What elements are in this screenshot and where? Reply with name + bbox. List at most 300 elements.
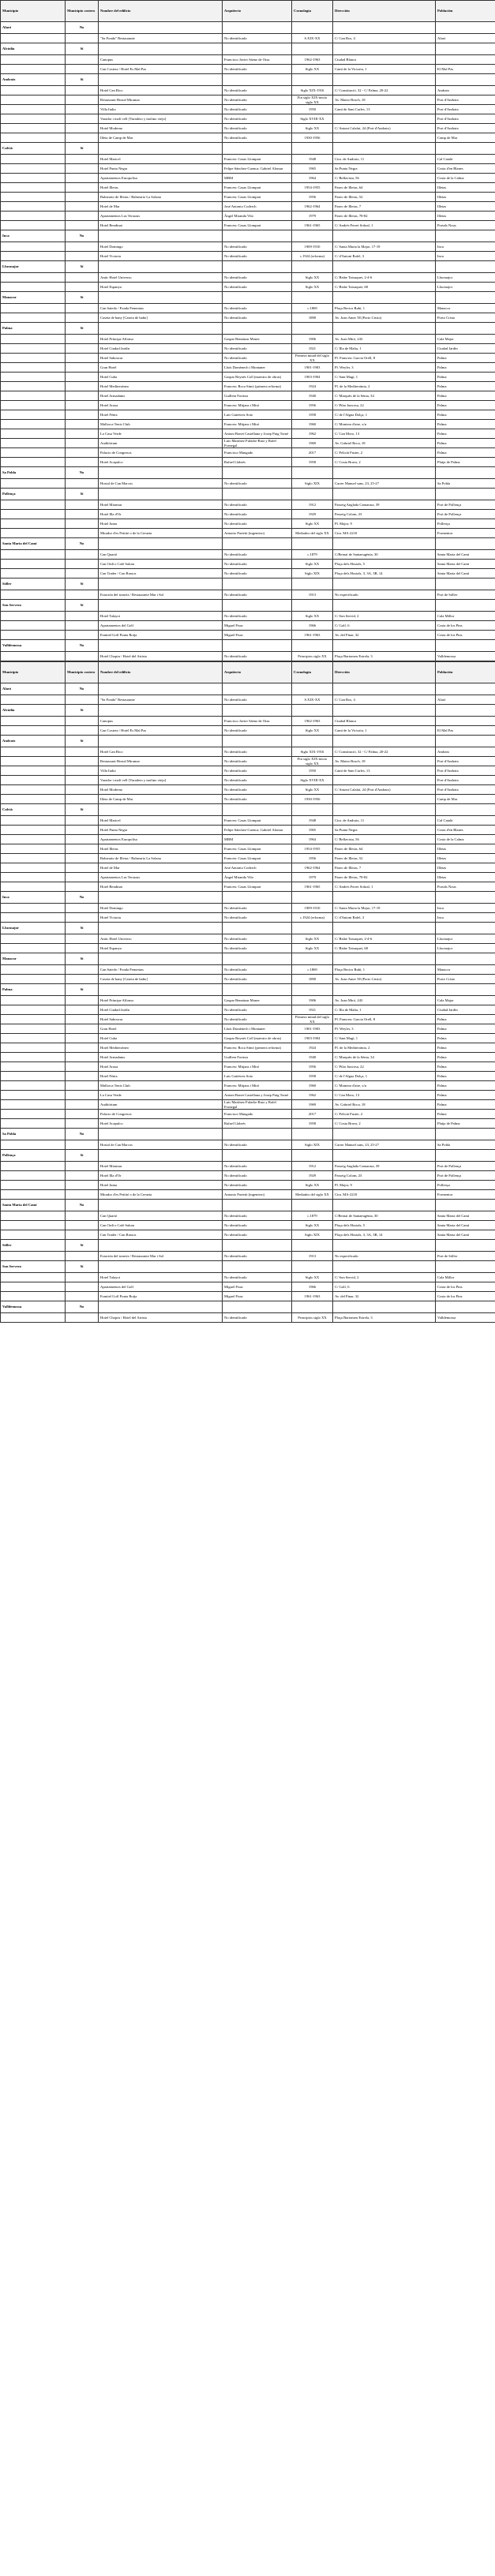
empty-cell xyxy=(436,1150,495,1162)
architect: Antonio Parietti (ingeniero) xyxy=(223,529,292,538)
empty-cell xyxy=(223,1200,292,1211)
chronology: Siglo XX xyxy=(292,283,333,292)
empty-cell xyxy=(66,304,99,313)
address: Pl. de la Mediterrània, 2 xyxy=(333,382,436,391)
building-row xyxy=(1,458,495,467)
empty-cell xyxy=(436,467,495,479)
empty-cell xyxy=(66,882,99,892)
chronology: c.1924 (reforma) xyxy=(292,252,333,261)
empty-cell xyxy=(99,1240,223,1252)
address: Sa Punta Negra xyxy=(333,164,436,174)
chronology: 1965 xyxy=(292,164,333,174)
building-row xyxy=(1,65,495,74)
empty-cell xyxy=(66,65,99,74)
architect: Antoni Bonet Castellana y Josep Puig Torné xyxy=(223,429,292,439)
chronology: 1906 xyxy=(292,335,333,344)
address: Ciudad Blanca xyxy=(333,717,436,726)
building-row xyxy=(1,273,495,283)
building-name: Hotel Can Rico xyxy=(99,86,223,95)
building-row xyxy=(1,519,495,529)
building-name: Gran Hotel xyxy=(99,1024,223,1034)
building-row xyxy=(1,1273,495,1282)
empty-cell xyxy=(292,953,333,965)
costero-value: No xyxy=(66,1200,99,1211)
building-name: Hotel Mediterráneo xyxy=(99,1043,223,1053)
empty-cell xyxy=(66,391,99,401)
municipio-row xyxy=(1,22,495,34)
empty-cell xyxy=(1,1162,66,1171)
costero-value: No xyxy=(66,1129,99,1140)
architect: No identificado xyxy=(223,904,292,913)
building-name: Hotel Fénix xyxy=(99,410,223,420)
address: Passeig Colom, 23 xyxy=(333,1171,436,1181)
architect: No identificado xyxy=(223,510,292,519)
architect: Guillem Forteza xyxy=(223,391,292,401)
architect: No identificado xyxy=(223,242,292,252)
municipio-name: Calvià xyxy=(1,804,66,816)
architect: No identificado xyxy=(223,612,292,621)
town: Palma xyxy=(436,1034,495,1043)
building-row xyxy=(1,124,495,133)
empty-cell xyxy=(1,1190,66,1200)
building-row xyxy=(1,391,495,401)
architect: No identificado xyxy=(223,133,292,143)
building-row xyxy=(1,1282,495,1292)
column-header: Dirección xyxy=(333,1,436,22)
architect: No identificado xyxy=(223,313,292,323)
address: Av. del Pinar, 32 xyxy=(333,1292,436,1301)
building-name: Hotel Armadams xyxy=(99,1053,223,1062)
municipio-row xyxy=(1,736,495,747)
column-header: Población xyxy=(436,1,495,22)
municipio-row xyxy=(1,1301,495,1313)
empty-cell xyxy=(99,74,223,86)
architect: Miguel Fisac xyxy=(223,1282,292,1292)
town: Pollença xyxy=(436,519,495,529)
chronology: 1969 xyxy=(292,439,333,448)
building-name: Balneario de Illetas / Balneario La Solana xyxy=(99,193,223,202)
empty-cell xyxy=(66,1171,99,1181)
chronology: Mediados del siglo XX xyxy=(292,529,333,538)
empty-cell xyxy=(223,1240,292,1252)
building-name: Estación del tranvía / Restaurante Mar i Sol xyxy=(99,1252,223,1261)
architect: Francisco Mangado xyxy=(223,1110,292,1119)
building-name: Hotel Can Rico xyxy=(99,747,223,757)
empty-cell xyxy=(223,984,292,996)
architect: Gaspar Bennàzar Moner xyxy=(223,335,292,344)
empty-cell xyxy=(436,43,495,55)
empty-cell xyxy=(66,283,99,292)
town: Cala Millor xyxy=(436,612,495,621)
building-row xyxy=(1,816,495,826)
empty-cell xyxy=(99,489,223,500)
empty-cell xyxy=(1,717,66,726)
architect: Francesc Roca Simó (primera reforma) xyxy=(223,382,292,391)
empty-cell xyxy=(99,923,223,934)
municipio-row xyxy=(1,683,495,695)
empty-cell xyxy=(1,913,66,923)
building-row xyxy=(1,1043,495,1053)
empty-cell xyxy=(66,816,99,826)
empty-cell xyxy=(1,835,66,844)
address: C/ Constitució, 32 - C/ Palma, 20-22 xyxy=(333,747,436,757)
town: Cala Major xyxy=(436,335,495,344)
empty-cell xyxy=(333,261,436,273)
empty-cell xyxy=(66,252,99,261)
empty-cell xyxy=(1,410,66,420)
empty-cell xyxy=(99,292,223,304)
empty-cell xyxy=(1,391,66,401)
address xyxy=(333,133,436,143)
building-name: Can Costera / Hotel Es Mal Pas xyxy=(99,65,223,74)
empty-cell xyxy=(1,1313,66,1323)
building-row xyxy=(1,757,495,766)
building-row xyxy=(1,1015,495,1024)
architect: Rafael Llabrés xyxy=(223,1119,292,1129)
chronology: 1965 xyxy=(292,826,333,835)
empty-cell xyxy=(1,695,66,705)
architect: Francesc Casas Llompart xyxy=(223,882,292,892)
empty-cell xyxy=(1,1034,66,1043)
address xyxy=(333,114,436,124)
address: C/Bernat de Santaeugènia, 30 xyxy=(333,550,436,560)
address: Av. Gabriel Roca, 18 xyxy=(333,1100,436,1110)
building-name: Can Quartó xyxy=(99,550,223,560)
architect: Àngel Miranda Vila xyxy=(223,212,292,221)
town: Ciudad Jardín xyxy=(436,1005,495,1015)
municipio-name: Calvià xyxy=(1,143,66,155)
building-name: Can Saiedo / Fonda Femenias xyxy=(99,965,223,975)
empty-cell xyxy=(1,354,66,363)
costero-value: No xyxy=(66,467,99,479)
town: Palma xyxy=(436,448,495,458)
building-name: Hotel Domingo xyxy=(99,904,223,913)
architect: Gaspar Bennàzar Moner xyxy=(223,996,292,1005)
building-row xyxy=(1,86,495,95)
town: Palma xyxy=(436,1053,495,1062)
costero-value: Sí xyxy=(66,323,99,335)
address: C/ Montera d'aire, s/n xyxy=(333,420,436,429)
address: C/ Marquès de la Sènia, 34 xyxy=(333,1053,436,1062)
empty-cell xyxy=(66,785,99,795)
building-name: Mirador d'es Pettitó o de la Creueta xyxy=(99,529,223,538)
empty-cell xyxy=(1,202,66,212)
address: Pl. de la Mediterrània, 2 xyxy=(333,1043,436,1053)
municipio-name: Pollença xyxy=(1,489,66,500)
empty-cell xyxy=(223,292,292,304)
address: Plaça dels Hostals, 3, 3A, 3B, 14 xyxy=(333,569,436,578)
empty-cell xyxy=(66,944,99,953)
empty-cell xyxy=(1,1043,66,1053)
town: Illetas xyxy=(436,863,495,873)
architect: Francesc Casas Llompart xyxy=(223,221,292,230)
building-row xyxy=(1,373,495,382)
town: Sa Pobla xyxy=(436,1140,495,1150)
empty-cell xyxy=(1,429,66,439)
address: Av. Joan Miró, 243 xyxy=(333,335,436,344)
address: C/ Montera d'aire, s/n xyxy=(333,1081,436,1091)
building-row xyxy=(1,695,495,705)
empty-cell xyxy=(66,996,99,1005)
municipio-row xyxy=(1,1261,495,1273)
building-name: Villa Italia xyxy=(99,766,223,776)
empty-cell xyxy=(99,600,223,612)
architect: Gaspar Reynés Coll (maestro de obras) xyxy=(223,1034,292,1043)
address: Plaça dels Hostals, 5 xyxy=(333,560,436,569)
chronology: Siglo XX xyxy=(292,612,333,621)
empty-cell xyxy=(333,292,436,304)
building-name: Can Ordí o Café Salom xyxy=(99,1221,223,1230)
column-header: Cronología xyxy=(292,1,333,22)
architect: Lluís Domènech i Montaner xyxy=(223,1024,292,1034)
building-name: Apartamentos Las Terrazas xyxy=(99,873,223,882)
building-name: Hotel Armadams xyxy=(99,391,223,401)
municipio-row xyxy=(1,467,495,479)
town: Santa Maria del Camí xyxy=(436,1211,495,1221)
town: Costa de la Calma xyxy=(436,174,495,183)
empty-cell xyxy=(436,892,495,904)
building-name: La Casa Verde xyxy=(99,1091,223,1100)
architect: No identificado xyxy=(223,95,292,105)
architect: Francesc Casas Llompart xyxy=(223,183,292,193)
empty-cell xyxy=(1,882,66,892)
empty-cell xyxy=(66,401,99,410)
architect: No identificado xyxy=(223,560,292,569)
empty-cell xyxy=(1,1230,66,1240)
town: Camp de Mar xyxy=(436,133,495,143)
empty-cell xyxy=(1,212,66,221)
empty-cell xyxy=(436,22,495,34)
address: Pl. Weyler, 3 xyxy=(333,1024,436,1034)
address: Carrer Manuel sans, 23, 25-27 xyxy=(333,1140,436,1150)
architect: No identificado xyxy=(223,1162,292,1171)
building-row xyxy=(1,1181,495,1190)
municipio-name: Sóller xyxy=(1,1240,66,1252)
empty-cell xyxy=(66,124,99,133)
building-row xyxy=(1,913,495,923)
address: Paseo de Illetas, 52 xyxy=(333,854,436,863)
architect: No identificado xyxy=(223,965,292,975)
empty-cell xyxy=(66,335,99,344)
municipio-name: Palma xyxy=(1,984,66,996)
architect: No identificado xyxy=(223,652,292,661)
chronology: 1958 xyxy=(292,1119,333,1129)
column-header: Municipio xyxy=(1,1,66,22)
architect: No identificado xyxy=(223,1171,292,1181)
chronology: 1962-1963 xyxy=(292,55,333,65)
town: Valldemossa xyxy=(436,1313,495,1323)
building-name: Auditórium xyxy=(99,439,223,448)
empty-cell xyxy=(66,795,99,804)
address: Camí de Sant Carles, 13 xyxy=(333,105,436,114)
chronology: Siglo XVIII-XX xyxy=(292,776,333,785)
empty-cell xyxy=(436,538,495,550)
empty-cell xyxy=(1,965,66,975)
empty-cell xyxy=(436,143,495,155)
building-name: Varador i molí vell [Varadero y molino viejo] xyxy=(99,114,223,124)
municipio-name: Llucmajor xyxy=(1,261,66,273)
empty-cell xyxy=(292,292,333,304)
empty-cell xyxy=(223,640,292,652)
building-name: Can Costera / Hotel Es Mal Pas xyxy=(99,726,223,736)
empty-cell xyxy=(1,747,66,757)
address: C/ Felicià Fuster, 2 xyxy=(333,1110,436,1119)
town: Cal Català xyxy=(436,816,495,826)
empty-cell xyxy=(223,1301,292,1313)
empty-cell xyxy=(66,1053,99,1062)
chronology: S.XIX-XX xyxy=(292,695,333,705)
empty-cell xyxy=(66,529,99,538)
building-name: Hotel Araxa xyxy=(99,1062,223,1072)
building-name: Hotel Saboucar xyxy=(99,1015,223,1024)
building-name: Hotel Moderno xyxy=(99,785,223,795)
address: C/ Felicià Fuster, 2 xyxy=(333,448,436,458)
empty-cell xyxy=(66,1313,99,1323)
empty-cell xyxy=(66,95,99,105)
architect: Francisco Javier Sáenz de Oiza xyxy=(223,717,292,726)
empty-cell xyxy=(66,363,99,373)
empty-cell xyxy=(223,1129,292,1140)
empty-cell xyxy=(66,631,99,640)
empty-cell xyxy=(292,467,333,479)
town: Porto Cristo xyxy=(436,313,495,323)
empty-cell xyxy=(223,683,292,695)
empty-cell xyxy=(66,717,99,726)
building-row xyxy=(1,155,495,164)
empty-cell xyxy=(1,795,66,804)
municipio-name: Manacor xyxy=(1,953,66,965)
town: Inca xyxy=(436,913,495,923)
empty-cell xyxy=(1,612,66,621)
empty-cell xyxy=(66,1273,99,1282)
chronology: S.XIX-XX xyxy=(292,34,333,43)
town: Port de Pollença xyxy=(436,1162,495,1171)
town: Illetas xyxy=(436,854,495,863)
empty-cell xyxy=(1,1005,66,1015)
empty-cell xyxy=(292,261,333,273)
empty-cell xyxy=(1,500,66,510)
address: Paseo de Illetas, 64 xyxy=(333,844,436,854)
empty-cell xyxy=(436,736,495,747)
address: C/ Can Ros, 4 xyxy=(333,34,436,43)
town: Inca xyxy=(436,252,495,261)
building-name: Hotel Victoria xyxy=(99,913,223,923)
empty-cell xyxy=(66,726,99,736)
empty-cell xyxy=(292,74,333,86)
municipio-name: Sa Pobla xyxy=(1,467,66,479)
empty-cell xyxy=(436,1200,495,1211)
building-name: Apartamentos Las Terrazas xyxy=(99,212,223,221)
empty-cell xyxy=(1,529,66,538)
column-header: Nombre del edificio xyxy=(99,662,223,683)
chronology: 1940 xyxy=(292,391,333,401)
empty-cell xyxy=(99,538,223,550)
building-row xyxy=(1,174,495,183)
address: Av. Joan Amer 58 (Porto Cristo) xyxy=(333,975,436,984)
town: Port de Pollença xyxy=(436,1171,495,1181)
municipio-row xyxy=(1,600,495,612)
empty-cell xyxy=(99,43,223,55)
chronology: 1960 xyxy=(292,1081,333,1091)
empty-cell xyxy=(436,74,495,86)
building-row xyxy=(1,631,495,640)
building-name: Can Quartó xyxy=(99,1211,223,1221)
empty-cell xyxy=(333,1150,436,1162)
empty-cell xyxy=(333,736,436,747)
architect: No identificado xyxy=(223,913,292,923)
address: No especificado xyxy=(333,1252,436,1261)
building-name: "Sa Fonda" Restaurante xyxy=(99,34,223,43)
municipio-name: Alcúdia xyxy=(1,705,66,717)
building-row xyxy=(1,1119,495,1129)
building-row xyxy=(1,863,495,873)
address: Plaça Bartomeu Estrela, 3 xyxy=(333,652,436,661)
empty-cell xyxy=(333,143,436,155)
chronology: Fin siglo XIX-inicio siglo XX xyxy=(292,757,333,766)
building-name: Hotel Talayot xyxy=(99,1273,223,1282)
empty-cell xyxy=(1,335,66,344)
building-name: Hotel Fénix xyxy=(99,1072,223,1081)
chronology: 1950 xyxy=(292,766,333,776)
address: C/ Sant Magí, 1 xyxy=(333,1034,436,1043)
municipio-row xyxy=(1,578,495,590)
building-row xyxy=(1,420,495,429)
town: Port de Sóller xyxy=(436,1252,495,1261)
town: Port d'Andratx xyxy=(436,105,495,114)
town: Sa Pobla xyxy=(436,479,495,489)
empty-cell xyxy=(333,953,436,965)
address: C/ Bellavista, 56 xyxy=(333,835,436,844)
empty-cell xyxy=(66,1034,99,1043)
town: Llucmajor xyxy=(436,283,495,292)
building-name: Hotel Cuba xyxy=(99,373,223,382)
address: C/ Illa de Malta, 1 xyxy=(333,1005,436,1015)
architect: No identificado xyxy=(223,1140,292,1150)
address: Paseo de Illetas, 78-82 xyxy=(333,873,436,882)
municipio-row xyxy=(1,953,495,965)
empty-cell xyxy=(292,578,333,590)
empty-cell xyxy=(292,1150,333,1162)
chronology: 1909-1910 xyxy=(292,242,333,252)
chronology: 1954-1955 xyxy=(292,844,333,854)
chronology: 1930-1956 xyxy=(292,133,333,143)
empty-cell xyxy=(223,230,292,242)
empty-cell xyxy=(1,304,66,313)
architect: No identificado xyxy=(223,1005,292,1015)
municipio-row xyxy=(1,804,495,816)
address: C/ Can Moro, 13 xyxy=(333,429,436,439)
chronology: 1958 xyxy=(292,458,333,467)
address: C/ Santa Maria la Major, 17-19 xyxy=(333,242,436,252)
municipio-name: Llucmajor xyxy=(1,923,66,934)
architect: No identificado xyxy=(223,34,292,43)
architect: No identificado xyxy=(223,795,292,804)
architect: Antonio Parietti (ingeniero) xyxy=(223,1190,292,1200)
architect: Rafael Llabrés xyxy=(223,458,292,467)
architect: Felipe Sánchez-Cuenca; Gabriel Alomar xyxy=(223,164,292,174)
empty-cell xyxy=(1,174,66,183)
empty-cell xyxy=(66,621,99,631)
empty-cell xyxy=(333,804,436,816)
town: Palma xyxy=(436,410,495,420)
empty-cell xyxy=(99,1200,223,1211)
town: Port d'Andratx xyxy=(436,776,495,785)
costero-value: Sí xyxy=(66,261,99,273)
building-row xyxy=(1,500,495,510)
chronology: Siglo XX xyxy=(292,785,333,795)
municipio-row xyxy=(1,923,495,934)
empty-cell xyxy=(223,43,292,55)
